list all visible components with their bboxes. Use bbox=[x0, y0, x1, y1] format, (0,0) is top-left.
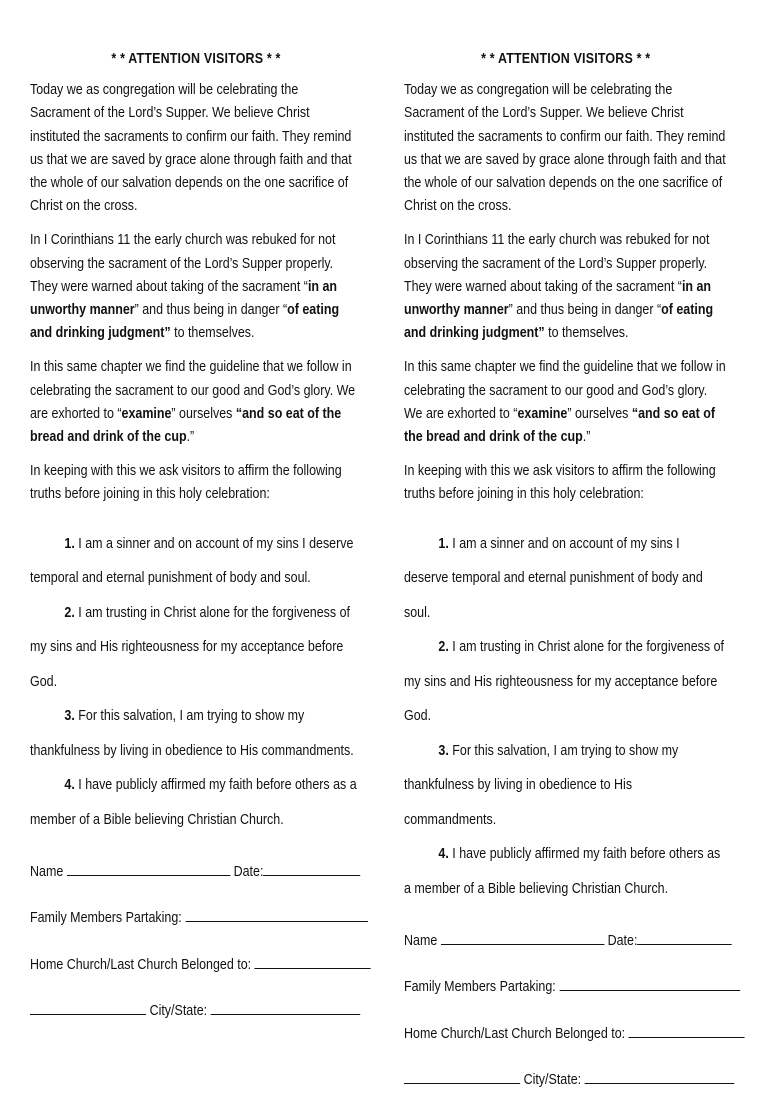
truth-item-4: 4. I have publicly affirmed my faith before others as a member of a Bible believing Christian Church. bbox=[404, 846, 721, 897]
church-field[interactable] bbox=[629, 1021, 745, 1038]
notice-title: * * ATTENTION VISITORS * * bbox=[111, 51, 281, 67]
citystate-label: City/State: bbox=[149, 1002, 208, 1019]
family-row bbox=[404, 974, 727, 999]
church-label: Home Church/Last Church Belonged to: bbox=[30, 956, 252, 973]
intro-paragraph: Today we as congregation will be celebrating the Sacrament of the Lord’s Supper. We believe Christ instituted the sacraments to confirm our faith. They remind us that we are saved by grace alone through faith and that the whole of our salvation depends on the one sacrifice of Christ on the cross. bbox=[30, 82, 352, 215]
church-label: Home Church/Last Church Belonged to: bbox=[404, 1025, 626, 1042]
church-row bbox=[30, 952, 362, 977]
citystate-row bbox=[404, 1067, 727, 1092]
truth-item-1: 1. I am a sinner and on account of my sins I deserve temporal and eternal punishment of body and soul. bbox=[404, 535, 703, 621]
truth-item-4: 4. I have publicly affirmed my faith before others as a member of a Bible believing Christian Church. bbox=[30, 777, 357, 828]
citystate-row bbox=[30, 998, 362, 1023]
affirm-paragraph: In keeping with this we ask visitors to affirm the following truths before joining in this holy celebration: bbox=[30, 463, 342, 503]
citystate-label: City/State: bbox=[523, 1071, 582, 1088]
truth-item-3: 3. For this salvation, I am trying to show my thankfulness by living in obedience to His commandments. bbox=[30, 708, 354, 759]
citystate-field[interactable] bbox=[585, 1067, 735, 1084]
city-prefix-field[interactable] bbox=[30, 998, 146, 1015]
family-label: Family Members Partaking: bbox=[30, 910, 182, 927]
date-label: Date: bbox=[233, 864, 264, 881]
guideline-paragraph: In this same chapter we find the guideline that we follow in celebrating the sacrament to our good and God’s glory. We are exhorted to “examine” ourselves “and so eat of the bread and drink of the cup.” bbox=[404, 359, 726, 446]
date-field[interactable] bbox=[637, 928, 732, 945]
name-field[interactable] bbox=[67, 859, 230, 876]
family-field[interactable] bbox=[559, 974, 740, 991]
name-label: Name bbox=[404, 933, 438, 950]
church-row bbox=[404, 1021, 727, 1046]
date-label: Date: bbox=[607, 933, 638, 950]
visitor-form bbox=[30, 859, 362, 1023]
truth-item-2: 2. I am trusting in Christ alone for the forgiveness of my sins and His righteousness for my acceptance before God. bbox=[30, 604, 350, 690]
name-date-row bbox=[30, 859, 362, 884]
visitor-form bbox=[404, 928, 727, 1092]
truths-list bbox=[404, 527, 727, 907]
truth-item-2: 2. I am trusting in Christ alone for the forgiveness of my sins and His righteousness for my acceptance before God. bbox=[404, 639, 724, 725]
name-date-row bbox=[404, 928, 727, 953]
truth-item-1: 1. I am a sinner and on account of my sins I deserve temporal and eternal punishment of body and soul. bbox=[30, 535, 354, 587]
notice-right bbox=[404, 48, 736, 1113]
date-field[interactable] bbox=[263, 859, 360, 876]
truth-item-3: 3. For this salvation, I am trying to show my thankfulness by living in obedience to His commandments. bbox=[404, 742, 679, 828]
church-field[interactable] bbox=[255, 952, 371, 969]
notice-title: * * ATTENTION VISITORS * * bbox=[481, 51, 651, 67]
guideline-paragraph: In this same chapter we find the guideline that we follow in celebrating the sacrament to our good and God’s glory. We are exhorted to “examine” ourselves “and so eat of the bread and drink of the cup.” bbox=[30, 359, 356, 446]
family-label: Family Members Partaking: bbox=[404, 979, 556, 996]
truths-list bbox=[30, 527, 362, 838]
corinthians-paragraph: In I Corinthians 11 the early church was rebuked for not observing the sacrament of the Lord’s Supper properly. They were warned about taking of the sacrament “in an unworthy manner” and thus being in danger “of eating and drinking judgment” to themselves. bbox=[404, 232, 714, 342]
intro-paragraph: Today we as congregation will be celebrating the Sacrament of the Lord’s Supper. We believe Christ instituted the sacraments to confirm our faith. They remind us that we are saved by grace alone through faith and that the whole of our salvation depends on the one sacrifice of Christ on the cross. bbox=[404, 82, 726, 215]
notice-left bbox=[30, 48, 362, 1044]
family-row bbox=[30, 905, 362, 930]
name-field[interactable] bbox=[441, 928, 604, 945]
name-label: Name bbox=[30, 864, 64, 881]
citystate-field[interactable] bbox=[211, 998, 361, 1015]
family-field[interactable] bbox=[185, 905, 367, 922]
city-prefix-field[interactable] bbox=[404, 1067, 520, 1084]
corinthians-paragraph: In I Corinthians 11 the early church was rebuked for not observing the sacrament of the Lord’s Supper properly. They were warned about taking of the sacrament “in an unworthy manner” and thus being in danger “of eating and drinking judgment” to themselves. bbox=[30, 232, 340, 342]
affirm-paragraph: In keeping with this we ask visitors to affirm the following truths before joining in this holy celebration: bbox=[404, 463, 716, 503]
